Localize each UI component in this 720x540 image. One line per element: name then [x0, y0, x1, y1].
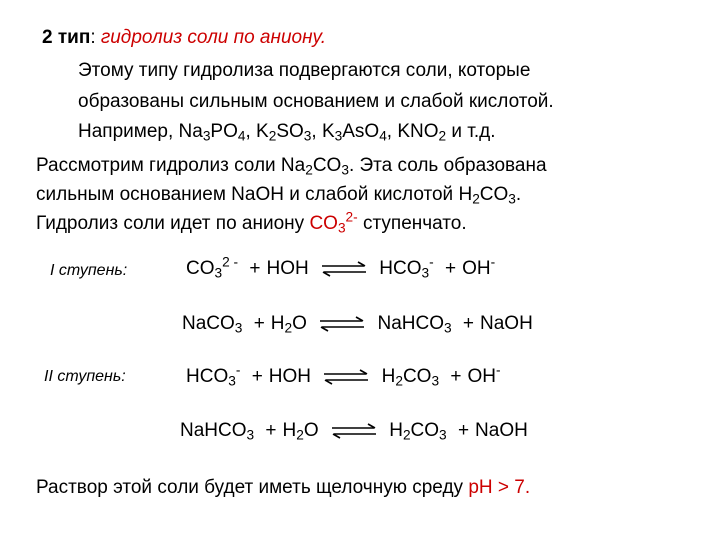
consider-line-3: Гидролиз соли идет по аниону $CO_3^{2-}$ ступенчато. [36, 209, 467, 236]
type-description: гидролиз соли по аниону. [100, 27, 327, 48]
stage-2-label: II ступень: [44, 368, 126, 385]
type-colon: : [90, 27, 101, 48]
equilibrium-arrow-icon [322, 369, 370, 385]
intro-line-3: образованы сильным основанием и слабой кислотой. [78, 91, 554, 112]
intro-examples-line: Например, $Na_3PO_4$, $K_2SO_3$, $K_3AsO_4$, $KNO_2$ и т.д. [78, 121, 496, 144]
intro-line-2: Этому типу гидролиза подвергаются соли, которые [78, 60, 531, 81]
intro-title-line [42, 27, 326, 49]
equation-stage2-molecular: NaHCO$_3$ + $H_2O$ $H_2CO_3$ + NaOH [180, 420, 528, 443]
consider-line-2: сильным основанием NaOH и слабой кислотой $H_2CO_3$. [36, 184, 522, 207]
consider-line-1: Рассмотрим гидролиз соли $Na_2CO_3$. Эта соль образована [36, 155, 547, 178]
equilibrium-arrow-icon [320, 261, 368, 277]
equilibrium-arrow-icon [330, 423, 378, 439]
equilibrium-arrow-icon [318, 316, 366, 332]
equation-stage2-ionic: $HCO_3^-$ + HOH $H_2CO_3 + OH^-$ [186, 362, 501, 389]
stage-1-label: I ступень: [50, 262, 128, 279]
equation-stage1-ionic: $CO_3^{2 -}$ + HOH $HCO_3^- + OH^-$ [186, 254, 496, 281]
anion-formula: $CO_3^{2-}$ [309, 209, 358, 236]
type-label: 2 тип [42, 27, 91, 48]
equation-stage1-molecular: NaCO$_3$ + $H_2O$ NaHCO$_3$ + NaOH [182, 313, 533, 336]
ph-value: pH > 7. [468, 477, 531, 498]
conclusion-line: Раствор этой соли будет иметь щелочную среду pH > 7. [36, 477, 531, 498]
